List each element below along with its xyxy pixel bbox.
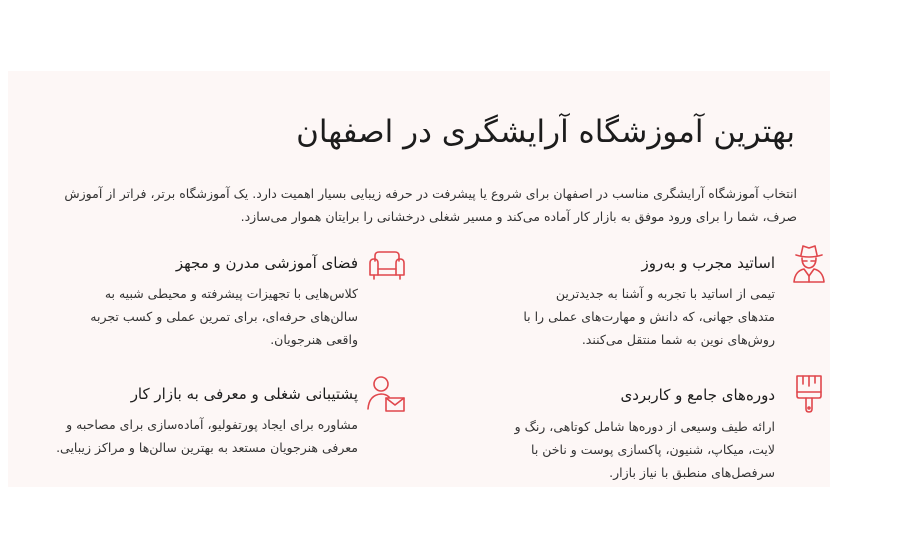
paint-brush-icon [788, 372, 830, 414]
intro-paragraph: انتخاب آموزشگاه آرایشگری مناسب در اصفهان برای شروع یا پیشرفت در حرفه زیبایی بسیار اهمیت دارد. یک آموزشگاه برتر، فراتر از آموزش صرف، شما را برای ورود موفق به بازار کار آماده می‌کند و مسیر شغلی درخشانی را برایتان هموار می‌سازد. [64, 186, 797, 224]
instructor-icon [788, 242, 830, 284]
feature-title: پشتیبانی شغلی و معرفی به بازار کار [130, 385, 358, 403]
feature-courses [510, 372, 830, 482]
feature-modern-space [58, 245, 408, 347]
feature-title: دوره‌های جامع و کاربردی [620, 386, 775, 404]
feature-title: فضای آموزشی مدرن و مجهز [175, 254, 358, 272]
user-mail-icon [366, 373, 408, 415]
feature-description: کلاس‌هایی با تجهیزات پیشرفته و محیطی شبیه به سالن‌های حرفه‌ای، برای تمرین عملی و کسب تجربه واقعی هنرجویان. [90, 286, 358, 347]
feature-description: مشاوره برای ایجاد پورتفولیو، آماده‌سازی برای مصاحبه و معرفی هنرجویان مستعد به بهترین سالن‌ها و مراکز زیبایی. [56, 417, 358, 455]
page-title: بهترین آموزشگاه آرایشگری در اصفهان [296, 114, 795, 150]
feature-career-support [58, 373, 408, 463]
feature-title: اساتید مجرب و به‌روز [641, 254, 775, 272]
feature-description: ارائه طیف وسیعی از دوره‌ها شامل کوتاهی، رنگ و لایت، میکاپ، شنیون، پاکسازی پوست و ناخن با سرفصل‌های منطبق با نیاز بازار. [514, 419, 775, 480]
feature-description: تیمی از اساتید با تجربه و آشنا به جدیدترین متدهای جهانی، که دانش و مهارت‌های عملی را با روش‌های نوین به شما منتقل می‌کنند. [523, 286, 775, 347]
feature-instructors [510, 242, 830, 352]
sofa-icon [366, 245, 408, 287]
